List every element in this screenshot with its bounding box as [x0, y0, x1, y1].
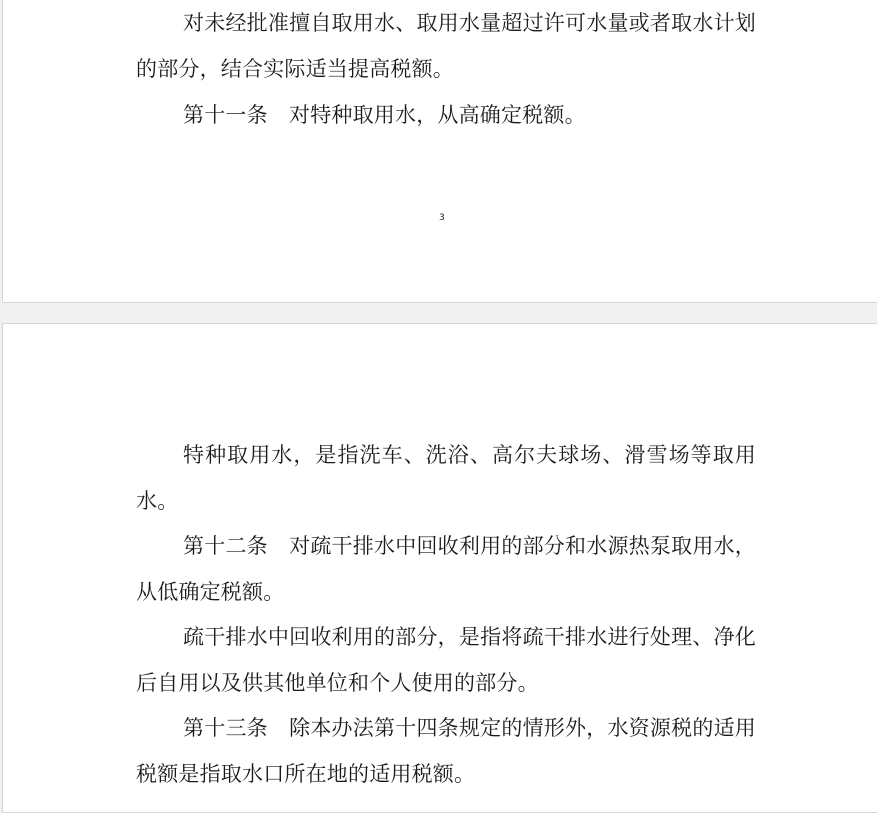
paragraph-article-11: 第十一条 对特种取用水，从高确定税额。 — [183, 103, 586, 127]
page-number: 3 — [439, 213, 445, 223]
paragraph-article-12: 第十二条 对疏干排水中回收利用的部分和水源热泵取用水，从低确定税额。 — [136, 534, 756, 604]
document-page-4 — [2, 323, 877, 813]
document-page-3 — [2, 0, 877, 303]
paragraph-article-13: 第十三条 除本办法第十四条规定的情形外，水资源税的适用税额是指取水口所在地的适用税额。 — [136, 716, 756, 786]
paragraph-over-limit-water: 对未经批准擅自取用水、取用水量超过许可水量或者取水计划的部分，结合实际适当提高税额。 — [136, 11, 756, 81]
paragraph-drainage-recycling: 疏干排水中回收利用的部分，是指将疏干排水进行处理、净化后自用以及供其他单位和个人使用的部分。 — [136, 625, 756, 695]
paragraph-special-water: 特种取用水，是指洗车、洗浴、高尔夫球场、滑雪场等取用水。 — [136, 443, 756, 513]
